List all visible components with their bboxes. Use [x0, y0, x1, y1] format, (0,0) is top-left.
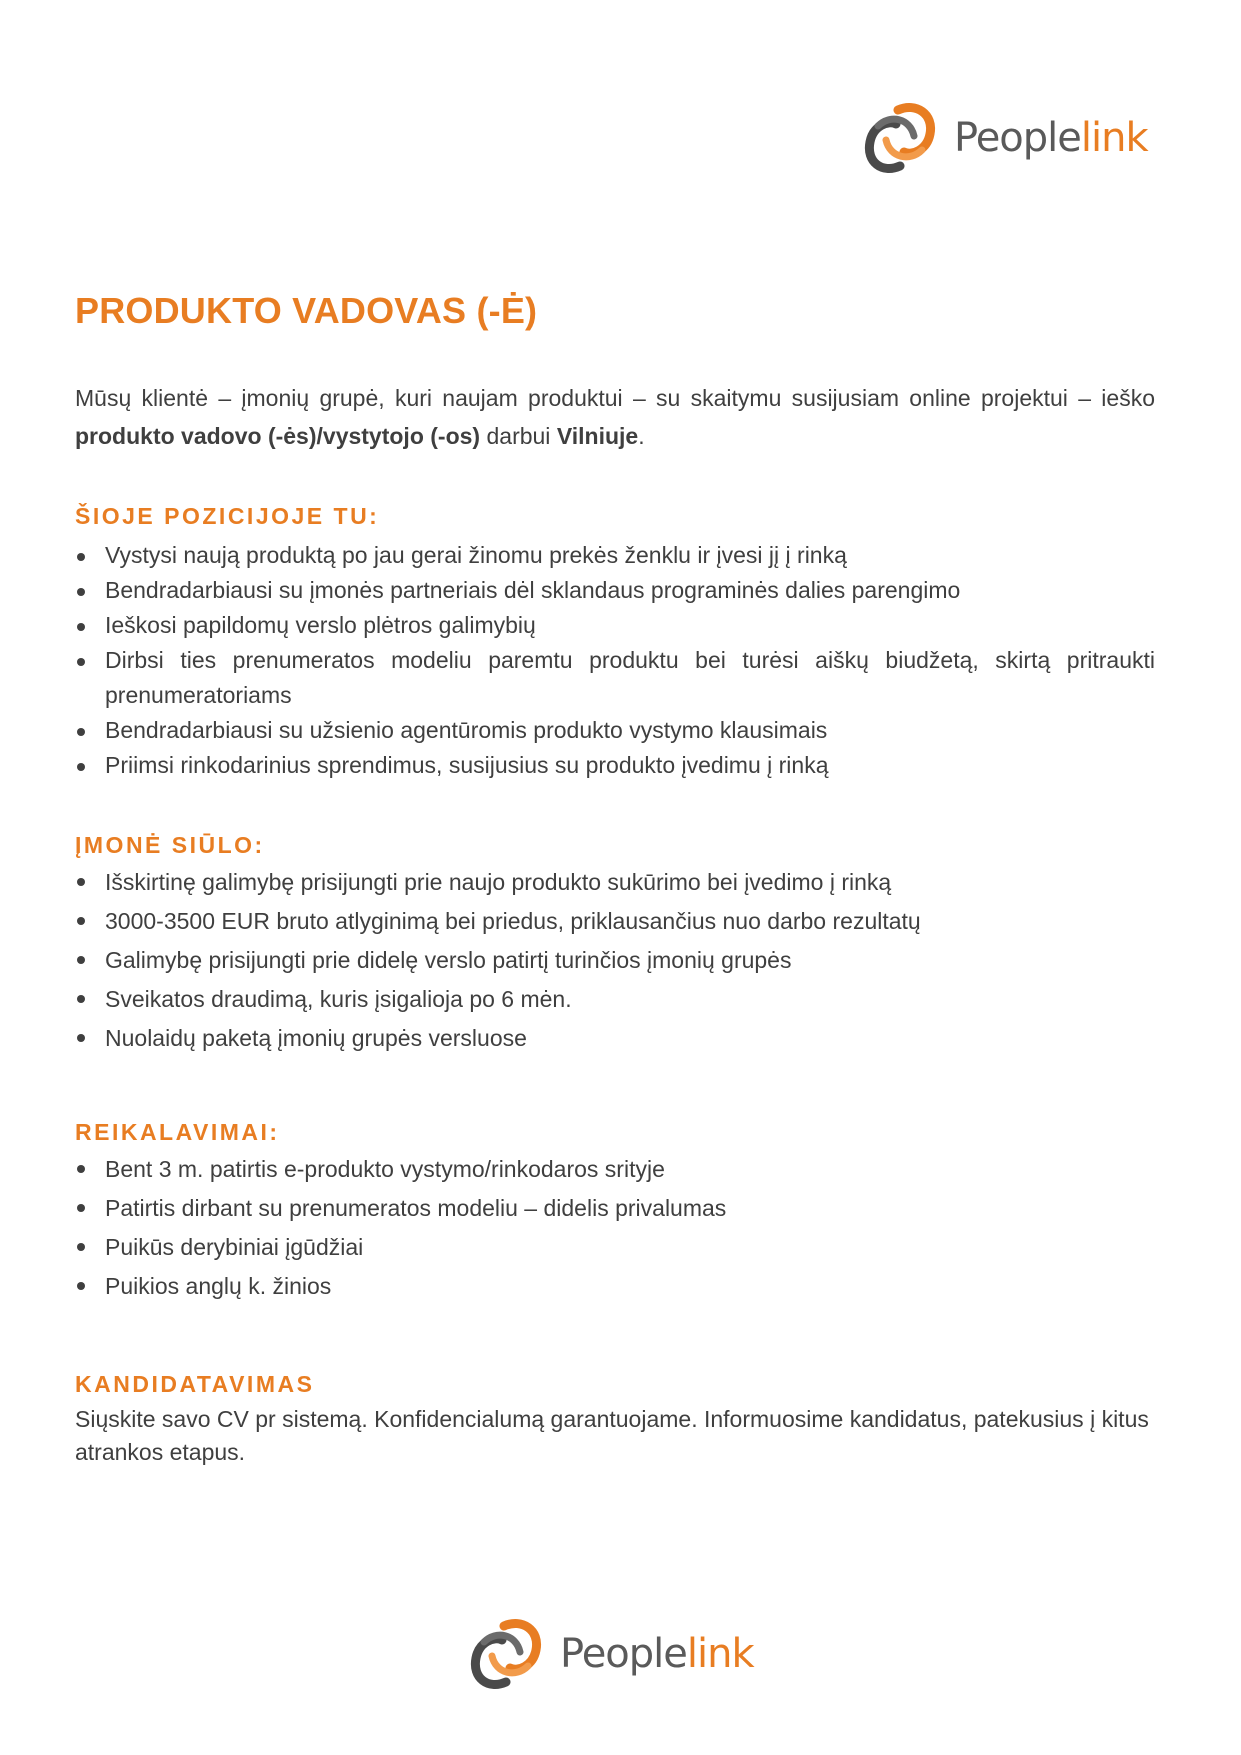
requirements-list — [75, 1150, 1155, 1306]
intro-bold-role: produkto vadovo (-ės)/vystytojo (-os) — [75, 423, 481, 449]
list-item: Priimsi rinkodarinius sprendimus, susijusius su produkto įvedimu į rinką — [75, 748, 1155, 783]
apply-text: Siųskite savo CV pr sistemą. Konfidencialumą garantuojame. Informuosime kandidatus, patekusius į kitus atrankos etapus. — [75, 1406, 1149, 1465]
intro-text-3: . — [638, 423, 645, 449]
list-item: Puikūs derybiniai įgūdžiai — [75, 1228, 1155, 1267]
section-heading-apply: KANDIDATAVIMAS — [75, 1371, 315, 1397]
section-heading-requirements: REIKALAVIMAI: — [75, 1119, 280, 1145]
list-item: Bendradarbiausi su užsienio agentūromis produkto vystymo klausimais — [75, 713, 1155, 748]
peoplelink-logo-bottom — [466, 1612, 754, 1696]
list-item: Sveikatos draudimą, kuris įsigalioja po 6 mėn. — [75, 980, 1155, 1019]
peoplelink-emblem-icon — [466, 1612, 546, 1696]
list-item: Išskirtinę galimybę prisijungti prie naujo produkto sukūrimo bei įvedimo į rinką — [75, 863, 1155, 902]
list-item: Bendradarbiausi su įmonės partneriais dėl sklandaus programinės dalies parengimo — [75, 573, 1155, 608]
offer-list — [75, 863, 1155, 1058]
intro-text-1: Mūsų klientė – įmonių grupė, kuri naujam produktui – su skaitymu susijusiam online projektui – ieško — [75, 385, 1155, 411]
intro-paragraph — [75, 379, 1155, 455]
peoplelink-logo-top — [860, 96, 1148, 180]
intro-bold-city: Vilniuje — [556, 423, 639, 449]
section-heading-offer: ĮMONĖ SIŪLO: — [75, 832, 265, 858]
list-item: Patirtis dirbant su prenumeratos modeliu – didelis privalumas — [75, 1189, 1155, 1228]
list-item: Nuolaidų paketą įmonių grupės versluose — [75, 1019, 1155, 1058]
list-item: 3000-3500 EUR bruto atlyginimą bei priedus, priklausančius nuo darbo rezultatų — [75, 902, 1155, 941]
peoplelink-emblem-icon — [860, 96, 940, 180]
intro-text-2: darbui — [480, 423, 557, 449]
role-duties-list — [75, 538, 1155, 783]
list-item: Galimybę prisijungti prie didelę verslo patirtį turinčios įmonių grupės — [75, 941, 1155, 980]
list-item: Dirbsi ties prenumeratos modeliu paremtu produktu bei turėsi aiškų biudžetą, skirtą pritraukti prenumeratoriams — [75, 643, 1155, 713]
list-item: Ieškosi papildomų verslo plėtros galimybių — [75, 608, 1155, 643]
logo-text-link: link — [1080, 115, 1148, 161]
logo-text-link: link — [686, 1631, 754, 1677]
page-title: PRODUKTO VADOVAS (-Ė) — [75, 290, 538, 331]
list-item: Puikios anglų k. žinios — [75, 1267, 1155, 1306]
logo-text-people: People — [560, 1631, 687, 1677]
list-item: Bent 3 m. patirtis e-produkto vystymo/rinkodaros srityje — [75, 1150, 1155, 1189]
logo-text-people: People — [954, 115, 1081, 161]
list-item: Vystysi naują produktą po jau gerai žinomu prekės ženklu ir įvesi jį į rinką — [75, 538, 1155, 573]
section-heading-role: ŠIOJE POZICIJOJE TU: — [75, 503, 380, 529]
